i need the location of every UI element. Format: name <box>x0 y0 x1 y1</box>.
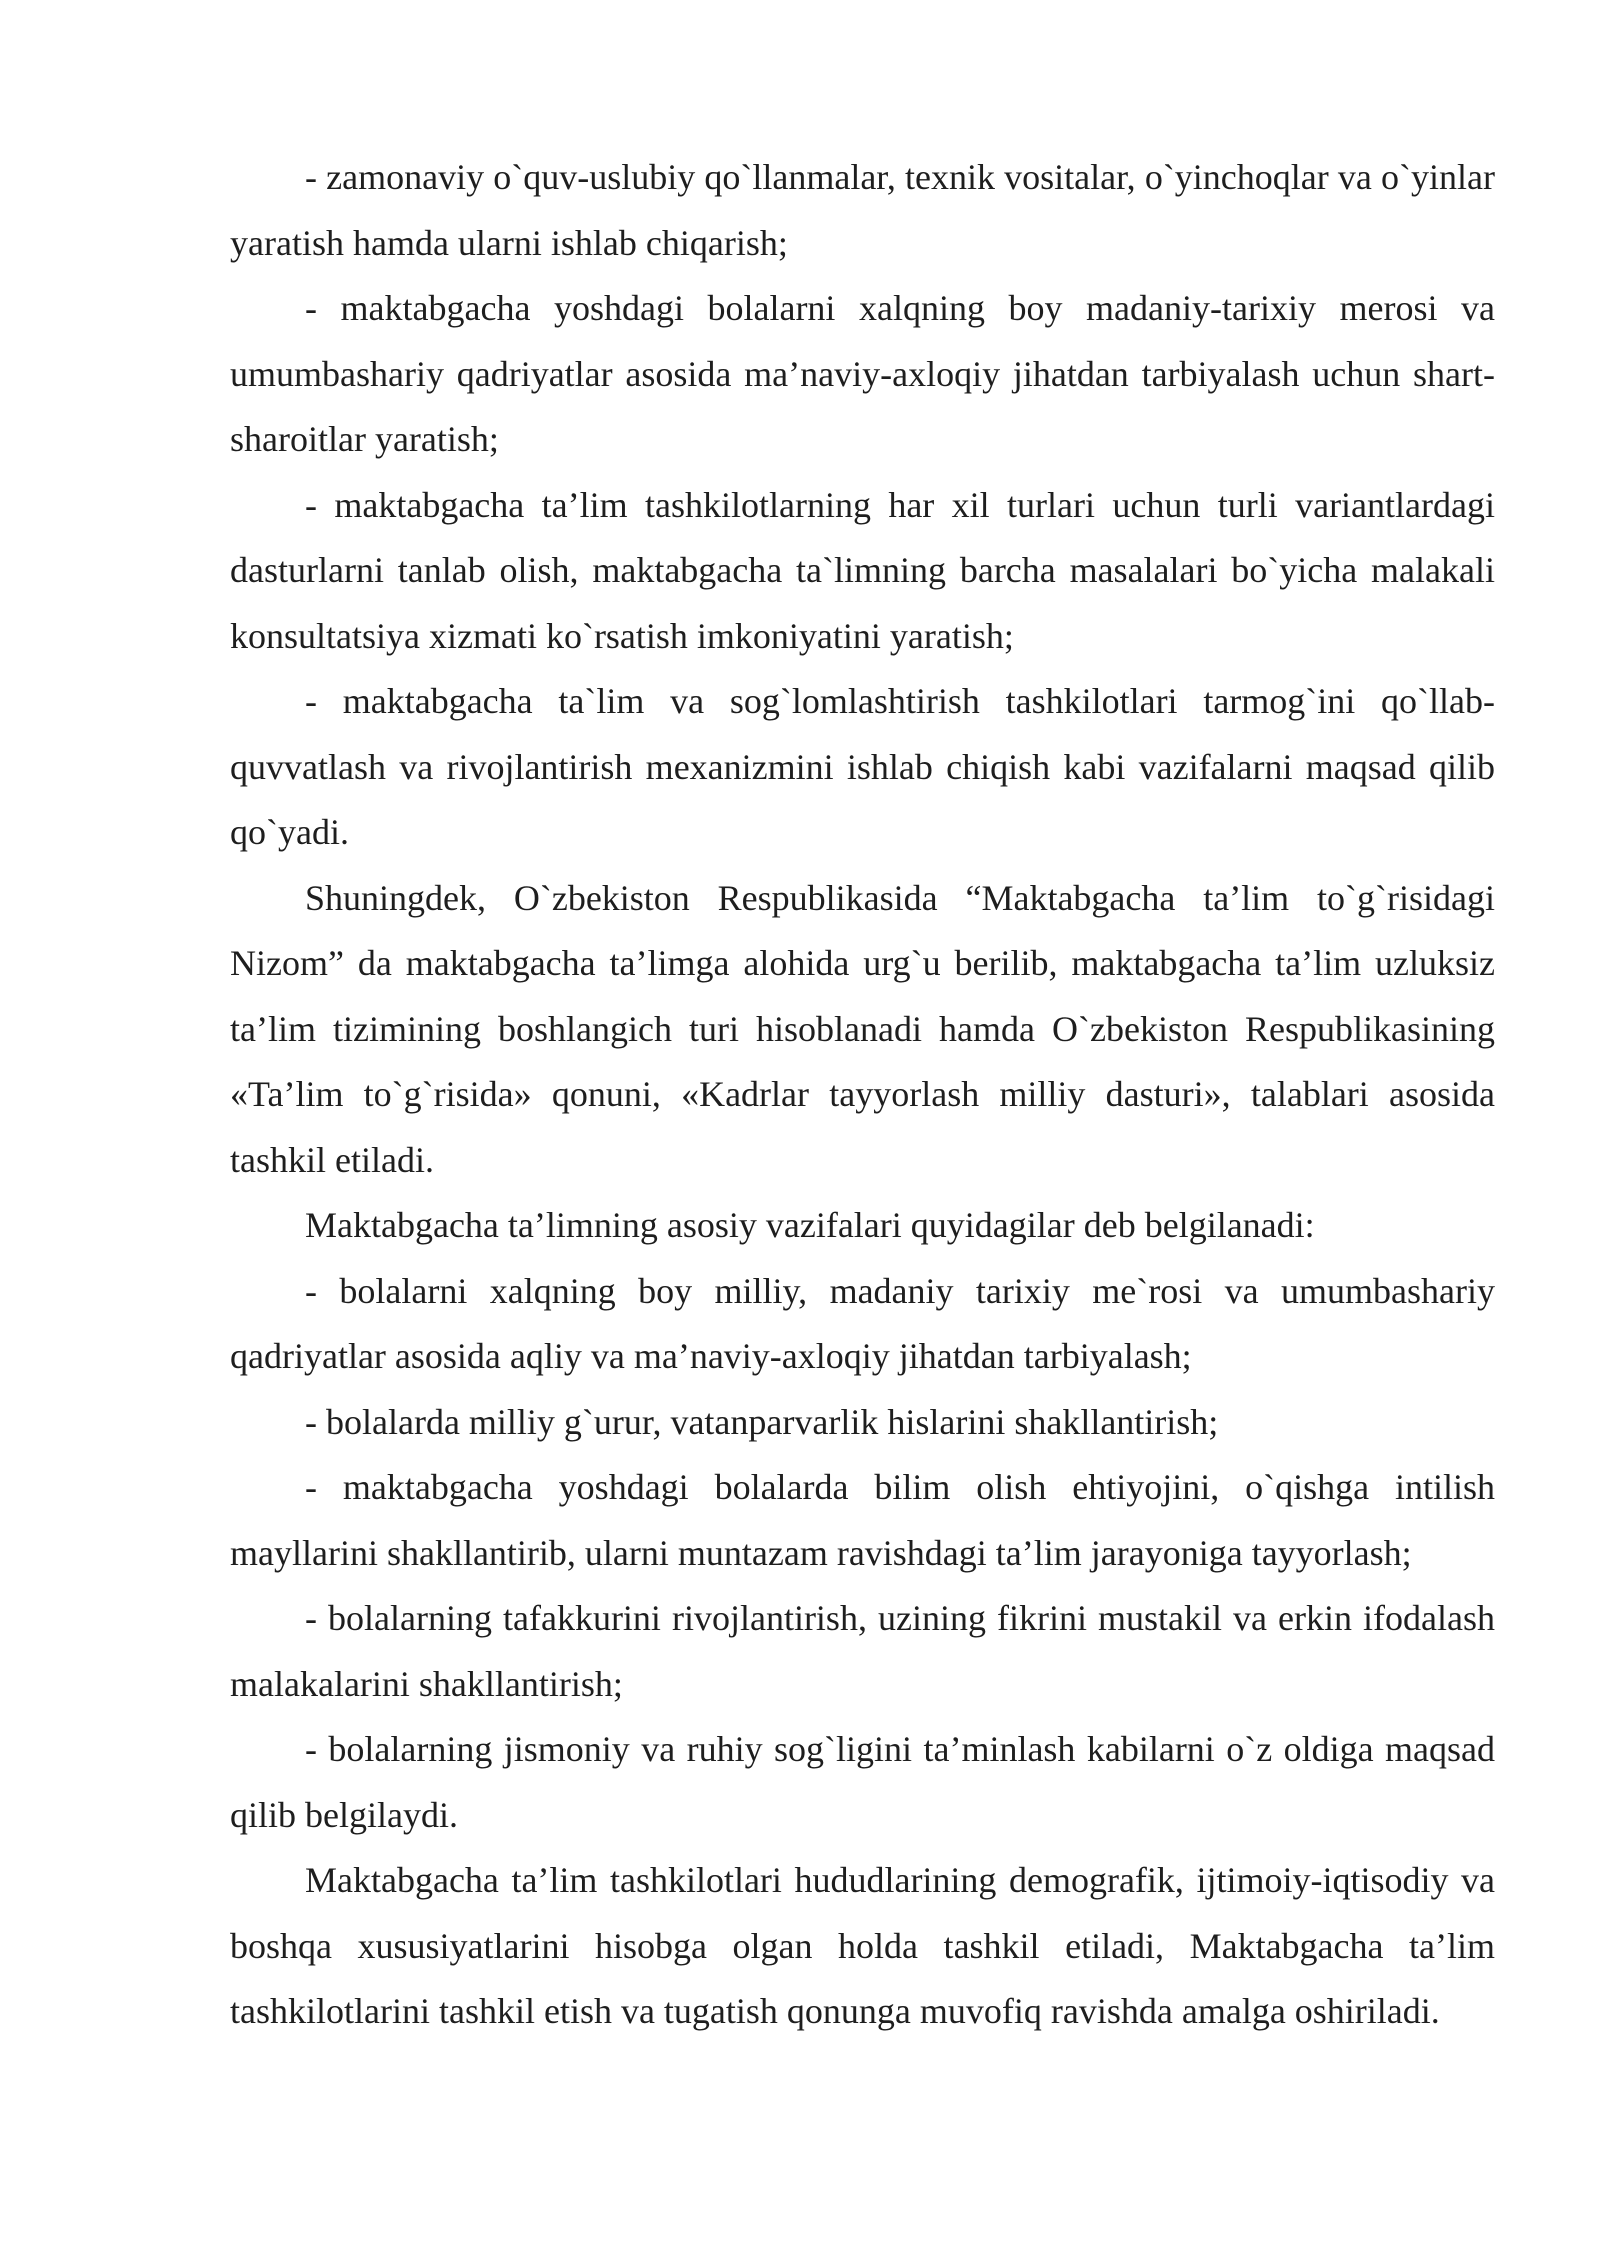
list-item-curricula: - maktabgacha ta’lim tashkilotlarning har xil turlari uchun turli variantlardagi dasturlarni tanlab olish, maktabgacha ta`limning barcha masalalari bo`yicha malakali konsultatsiya xizmati ko`rsatish imkoniyatini yaratish; <box>230 484 1495 656</box>
document-page <box>230 145 1495 2045</box>
paragraph-regulation: Shuningdek, O`zbekiston Respublikasida “Maktabgacha ta’lim to`g`risidagi Nizom” da maktabgacha ta’limga alohida urg`u berilib, maktabgacha ta’lim uzluksiz ta’lim tizimining boshlangich turi hisoblanadi hamda O`zbekiston Respublikasining «Ta’lim to`g`risida» qonuni, «Kadrlar tayyorlash milliy dasturi», talablari asosida tashkil etiladi. <box>230 877 1495 1180</box>
paragraph-organization: Maktabgacha ta’lim tashkilotlari hududlarining demografik, ijtimoiy-iqtisodiy va boshqa xususiyatlarini hisobga olgan holda tashkil etiladi, Maktabgacha ta’lim tashkilotlarini tashkil etish va tugatish qonunga muvofiq ravishda amalga oshiriladi. <box>230 1860 1495 2031</box>
list-item-heritage-upbringing: - bolalarni xalqning boy milliy, madaniy tarixiy me`rosi va umumbashariy qadriyatlar asosida aqliy va ma’naviy-axloqiy jihatdan tarbiyalash; <box>230 1270 1495 1376</box>
list-item-patriotism: - bolalarda milliy g`urur, vatanparvarlik hislarini shakllantirish; <box>305 1401 1219 1442</box>
list-item-health: - bolalarning jismoniy va ruhiy sog`ligini ta’minlash kabilarni o`z oldiga maqsad qilib belgilaydi. <box>230 1729 1495 1835</box>
list-item-school-readiness: - maktabgacha yoshdagi bolalarda bilim olish ehtiyojini, o`qishga intilish mayllarini shakllantirib, ularni muntazam ravishdagi ta’lim jarayoniga tayyorlash; <box>230 1467 1495 1573</box>
list-item-network-support: - maktabgacha ta`lim va sog`lomlashtirish tashkilotlari tarmog`ini qo`llab-quvvatlash va rivojlantirish mexanizmini ishlab chiqish kabi vazifalarni maqsad qilib qo`yadi. <box>230 681 1495 852</box>
list-item-thinking: - bolalarning tafakkurini rivojlantirish, uzining fikrini mustakil va erkin ifodalash malakalarini shakllantirish; <box>230 1598 1495 1704</box>
list-item-moral-education: - maktabgacha yoshdagi bolalarni xalqning boy madaniy-tarixiy merosi va umumbashariy qadriyatlar asosida ma’naviy-axloqiy jihatdan tarbiyalash uchun shart-sharoitlar yaratish; <box>230 288 1495 459</box>
paragraph-main-tasks-intro: Maktabgacha ta’limning asosiy vazifalari quyidagilar deb belgilanadi: <box>305 1205 1315 1245</box>
list-item-manuals: - zamonaviy o`quv-uslubiy qo`llanmalar, texnik vositalar, o`yinchoqlar va o`yinlar yaratish hamda ularni ishlab chiqarish; <box>230 157 1495 263</box>
